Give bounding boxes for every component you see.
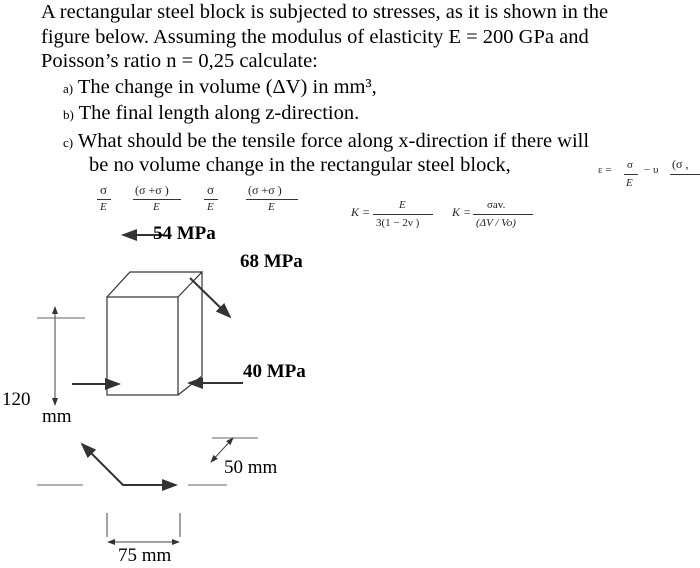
- item-c-text-2: be no volume change in the rectangular steel block,: [89, 154, 511, 176]
- stress-y-arrow: [190, 278, 230, 317]
- formula-fragment: (σ +σ ): [135, 183, 169, 197]
- item-c-marker: c): [63, 135, 74, 150]
- formula-k1: K =: [351, 205, 371, 219]
- block-outline: [107, 272, 202, 395]
- problem-line-2: figure below. Assuming the modulus of elasticity E = 200 GPa and: [41, 26, 589, 48]
- item-b-marker: b): [63, 107, 74, 122]
- formula-ez: ε =: [598, 164, 612, 176]
- formula-fragment: (ΔV / Vo): [476, 217, 516, 229]
- formula-fragment: σ: [627, 159, 633, 171]
- formula-k2: K =: [452, 205, 472, 219]
- formula-fragment: σ: [100, 182, 108, 197]
- formula-fragment: (σ +σ ): [248, 183, 282, 197]
- problem-line-1: A rectangular steel block is subjected to stresses, as it is shown in the: [41, 1, 609, 23]
- formula-fragment: E: [399, 199, 406, 211]
- formula-fragment: E: [626, 177, 633, 189]
- formula-fragment: (σ ,: [672, 157, 689, 171]
- width-label: 75 mm: [118, 545, 172, 566]
- item-b-text: The final length along z-direction.: [78, 102, 360, 124]
- axes-arrow: [82, 444, 176, 485]
- depth-label: 50 mm: [224, 457, 278, 478]
- formula-fragment: E: [268, 201, 275, 213]
- item-a-marker: a): [63, 81, 74, 96]
- problem-line-3: Poisson’s ratio n = 0,25 calculate:: [41, 50, 318, 72]
- formula-fragment: E: [153, 201, 160, 213]
- stress-z-label: 40 MPa: [243, 361, 306, 382]
- height-value: 120: [2, 389, 31, 410]
- formula-fragment: 3(1 − 2ν ): [376, 217, 420, 229]
- formula-fragment: E: [100, 201, 107, 213]
- stress-x-label: 54 MPa: [153, 223, 216, 244]
- formula-fragment: σ: [207, 182, 215, 197]
- item-c-text-1: What should be the tensile force along x-direction if there will: [77, 130, 590, 152]
- stress-y-label: 68 MPa: [240, 251, 303, 272]
- formula-fragment: E: [207, 201, 214, 213]
- item-a-text: The change in volume (ΔV) in mm³,: [77, 76, 377, 98]
- height-unit: mm: [42, 406, 72, 427]
- formula-fragment: σav.: [487, 199, 506, 211]
- formula-fragment: − υ: [644, 164, 659, 176]
